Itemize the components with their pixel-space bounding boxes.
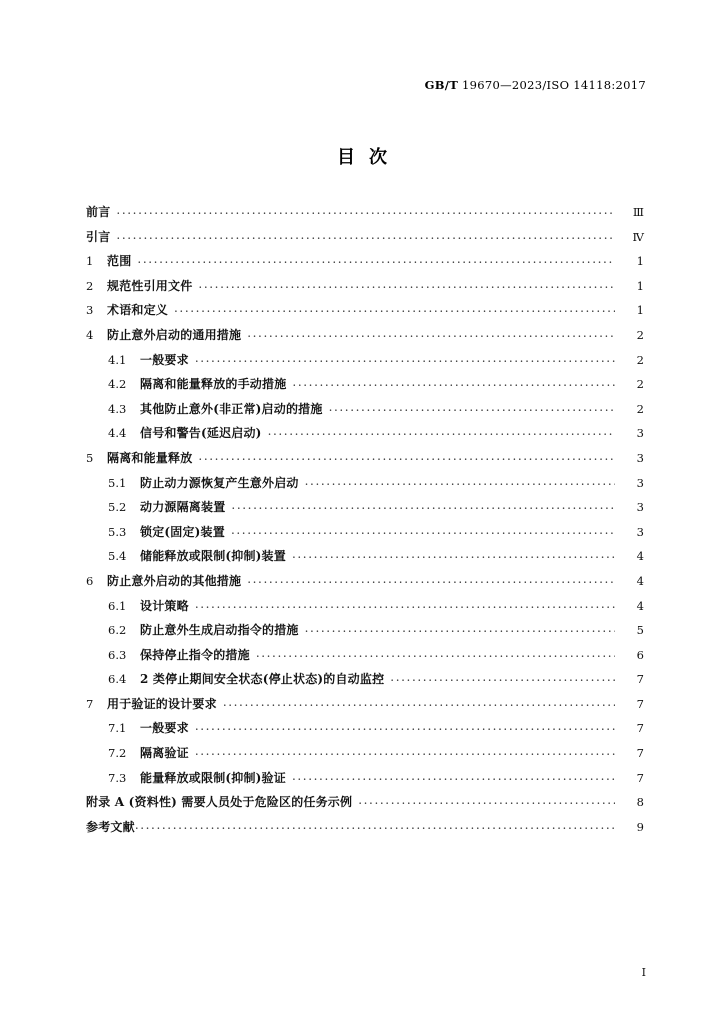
toc-entry-number: 5: [86, 450, 94, 465]
toc-entry-number: 5.1: [108, 475, 127, 490]
toc-leader-dots: [329, 401, 615, 413]
toc-entry-title: 一般要求: [140, 352, 189, 367]
toc-leader-dots: [292, 376, 615, 388]
toc-entry-title: 规范性引用文件: [107, 278, 193, 293]
toc-entry-label: [108, 547, 286, 564]
toc-leader-dots: [135, 819, 615, 831]
toc-leader-dots: [198, 450, 615, 462]
toc-entry-title: 范围: [107, 254, 132, 269]
toc-page-number: 1: [636, 254, 644, 269]
toc-entry[interactable]: [86, 228, 644, 253]
toc-entry-title: 防止意外启动的其他措施: [107, 573, 242, 588]
toc-entry[interactable]: [86, 719, 644, 744]
toc-page-number: 4: [636, 549, 644, 564]
toc-entry-title: 保持停止指令的措施: [140, 647, 250, 662]
toc-page-number: 7: [636, 770, 644, 785]
toc-entry-number: 6.2: [108, 623, 127, 638]
toc-entry-number: 4.3: [108, 401, 127, 416]
toc-leader-dots: [231, 524, 615, 536]
toc-entry-number: 4.2: [108, 377, 127, 392]
toc-page-number: 7: [636, 672, 644, 687]
toc-leader-dots: [292, 548, 615, 560]
toc-entry-label: [86, 277, 192, 294]
toc-leader-dots: [137, 253, 615, 265]
toc-entry[interactable]: [86, 621, 644, 646]
toc-entry-title: 引言: [86, 229, 111, 244]
toc-page-number: 2: [636, 327, 644, 342]
toc-entry-label: [108, 646, 250, 663]
toc-entry[interactable]: [86, 769, 644, 794]
toc-entry[interactable]: [86, 793, 644, 818]
standard-prefix: GB/T: [424, 78, 459, 92]
toc-entry-number: 5.2: [108, 500, 127, 515]
toc-entry-number: 2: [86, 278, 94, 293]
toc-entry-number: 5.3: [108, 524, 127, 539]
toc-leader-dots: [305, 622, 615, 634]
toc-page-number: 2: [636, 401, 644, 416]
toc-entry[interactable]: [86, 670, 644, 695]
toc-entry[interactable]: [86, 351, 644, 376]
toc-entry-label: [86, 326, 241, 343]
page-folio: I: [641, 966, 646, 979]
toc-entry-label: [86, 793, 352, 810]
toc-entry[interactable]: [86, 400, 644, 425]
toc-entry-number: 4.1: [108, 352, 127, 367]
toc-entry[interactable]: [86, 498, 644, 523]
toc-entry-title: 附录 A (资料性) 需要人员处于危险区的任务示例: [86, 795, 353, 810]
toc-page-number: 3: [636, 475, 644, 490]
toc-page-number: 9: [636, 819, 644, 834]
toc-leader-dots: [292, 770, 615, 782]
toc-entry[interactable]: [86, 203, 644, 228]
toc-entry-label: [86, 252, 131, 269]
toc-entry-title: 前言: [86, 205, 111, 219]
toc-entry-label: [86, 572, 241, 589]
toc-entry-label: [86, 228, 110, 245]
toc-page-number: Ⅲ: [632, 205, 644, 219]
toc-entry-label: [108, 474, 299, 491]
toc-page-number: 5: [636, 623, 644, 638]
toc-entry[interactable]: [86, 449, 644, 474]
toc-entry-label: [108, 351, 189, 368]
toc-entry[interactable]: [86, 695, 644, 720]
running-header: [425, 78, 646, 92]
toc-page-number: 1: [636, 278, 644, 293]
toc-page-number: 4: [636, 598, 644, 613]
toc-leader-dots: [247, 327, 615, 339]
toc-entry-label: [108, 523, 225, 540]
toc-page-number: 6: [636, 647, 644, 662]
table-of-contents: [86, 203, 644, 842]
toc-leader-dots: [195, 352, 615, 364]
toc-leader-dots: [231, 499, 615, 511]
toc-entry-title: 锁定(固定)装置: [140, 524, 225, 539]
toc-entry-label: [108, 498, 225, 515]
toc-entry-title: 隔离和能量释放的手动措施: [140, 377, 287, 392]
toc-entry-label: [108, 400, 323, 417]
toc-leader-dots: [358, 794, 615, 806]
toc-entry-label: [108, 424, 262, 441]
toc-entry[interactable]: [86, 597, 644, 622]
toc-entry[interactable]: [86, 301, 644, 326]
toc-leader-dots: [116, 229, 615, 241]
toc-entry[interactable]: [86, 474, 644, 499]
toc-entry-title: 防止意外生成启动指令的措施: [140, 623, 299, 638]
toc-page-number: 2: [636, 377, 644, 392]
toc-entry-label: [108, 597, 189, 614]
toc-entry[interactable]: [86, 547, 644, 572]
toc-leader-dots: [390, 671, 615, 683]
toc-leader-dots: [195, 598, 615, 610]
toc-entry-number: 7.2: [108, 746, 127, 761]
toc-leader-dots: [198, 278, 615, 290]
toc-entry-title: 一般要求: [140, 721, 189, 736]
toc-entry-title: 参考文献: [86, 819, 135, 834]
toc-page-number: 8: [636, 795, 644, 810]
toc-entry-title: 用于验证的设计要求: [107, 696, 217, 711]
toc-entry[interactable]: [86, 252, 644, 277]
toc-leader-dots: [305, 475, 615, 487]
standard-number: 19670—2023/ISO 14118:2017: [458, 78, 646, 92]
toc-leader-dots: [116, 204, 615, 216]
toc-entry[interactable]: [86, 277, 644, 302]
toc-entry-label: [86, 203, 110, 220]
toc-page-number: Ⅳ: [632, 229, 644, 244]
toc-leader-dots: [223, 696, 615, 708]
toc-page-number: 3: [636, 524, 644, 539]
toc-entry-title: 动力源隔离装置: [140, 500, 226, 515]
toc-entry[interactable]: [86, 523, 644, 548]
toc-entry-number: 4.4: [108, 426, 127, 441]
toc-leader-dots: [174, 302, 615, 314]
toc-entry-label: [86, 449, 192, 466]
toc-leader-dots: [256, 647, 615, 659]
toc-entry-number: 6.4: [108, 672, 127, 687]
toc-entry[interactable]: [86, 375, 644, 400]
toc-entry-title: 隔离验证: [140, 746, 189, 761]
toc-page-number: 3: [636, 500, 644, 515]
toc-entry[interactable]: [86, 424, 644, 449]
toc-entry-title: 设计策略: [140, 598, 189, 613]
page-title: 目次: [337, 147, 401, 168]
toc-entry-label: [86, 818, 135, 835]
toc-entry-title: 术语和定义: [107, 303, 169, 318]
toc-page-number: 1: [636, 303, 644, 318]
toc-entry-label: [86, 301, 168, 318]
toc-entry-number: 7: [86, 696, 94, 711]
toc-entry[interactable]: [86, 744, 644, 769]
toc-page-number: 2: [636, 352, 644, 367]
toc-entry-label: [108, 670, 384, 687]
toc-page-number: 7: [636, 696, 644, 711]
toc-entry-number: 7.1: [108, 721, 127, 736]
toc-entry-label: [108, 621, 299, 638]
toc-entry-number: 3: [86, 303, 94, 318]
toc-page-number: 3: [636, 426, 644, 441]
toc-entry-label: [108, 744, 189, 761]
toc-entry-number: 6.1: [108, 598, 127, 613]
toc-entry-title: 储能释放或限制(抑制)装置: [140, 549, 286, 564]
toc-leader-dots: [247, 573, 615, 585]
toc-entry-label: [108, 719, 189, 736]
toc-entry-title: 2 类停止期间安全状态(停止状态)的自动监控: [140, 672, 385, 687]
toc-entry-label: [108, 375, 286, 392]
toc-entry-title: 信号和警告(延迟启动): [140, 426, 262, 441]
toc-entry-title: 隔离和能量释放: [107, 450, 193, 465]
toc-leader-dots: [268, 425, 615, 437]
toc-page-number: 4: [636, 573, 644, 588]
toc-entry[interactable]: [86, 646, 644, 671]
toc-leader-dots: [195, 720, 615, 732]
toc-entry[interactable]: [86, 818, 644, 843]
toc-leader-dots: [195, 745, 615, 757]
toc-entry-title: 能量释放或限制(抑制)验证: [140, 770, 286, 785]
toc-entry-number: 7.3: [108, 770, 127, 785]
toc-entry-title: 其他防止意外(非正常)启动的措施: [140, 401, 323, 416]
toc-entry-label: [108, 769, 286, 786]
toc-entry-number: 1: [86, 254, 94, 269]
toc-page-number: 7: [636, 721, 644, 736]
toc-entry-label: [86, 695, 217, 712]
toc-page-number: 7: [636, 746, 644, 761]
toc-entry-number: 6: [86, 573, 94, 588]
toc-entry[interactable]: [86, 326, 644, 351]
toc-entry-title: 防止意外启动的通用措施: [107, 327, 242, 342]
toc-entry-number: 5.4: [108, 549, 127, 564]
toc-entry-number: 4: [86, 327, 94, 342]
toc-page-number: 3: [636, 450, 644, 465]
toc-entry[interactable]: [86, 572, 644, 597]
toc-entry-title: 防止动力源恢复产生意外启动: [140, 475, 299, 490]
toc-entry-number: 6.3: [108, 647, 127, 662]
